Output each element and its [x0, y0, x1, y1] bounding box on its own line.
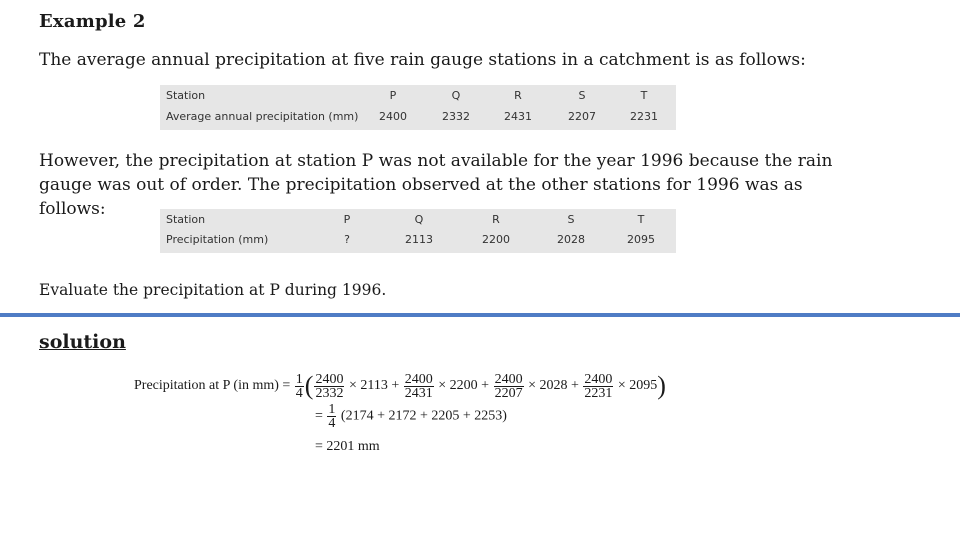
average-precipitation-table: [160, 85, 676, 130]
formula-line-2: [315, 403, 507, 435]
fraction-numerator: 2400: [315, 371, 344, 387]
times-sign: ×: [528, 378, 536, 393]
fraction-numerator: 2400: [494, 371, 523, 387]
row-label: Average annual precipitation (mm): [166, 110, 359, 123]
fraction-numerator: 2400: [584, 371, 613, 387]
cell-r: 2200: [482, 233, 510, 246]
cell-q: 2332: [442, 110, 470, 123]
missing-data-paragraph: However, the precipitation at station P was not available for the year 1996 because the rain gauge was out of order. The precipitation observed at the other stations for 1996 was as follows:: [39, 151, 833, 219]
intro-text: The average annual precipitation at five rain gauge stations in a catchment is as follows:: [39, 50, 806, 70]
header-r: R: [492, 213, 500, 226]
fraction-denominator: 4: [295, 385, 303, 401]
table-row: [160, 107, 676, 127]
cell-t: 2095: [627, 233, 655, 246]
table-header-row: [160, 210, 676, 230]
cell-s: 2207: [568, 110, 596, 123]
header-s: S: [567, 213, 575, 226]
row-label: Precipitation (mm): [166, 233, 269, 246]
fraction-denominator: 4: [328, 416, 336, 431]
fraction-numerator: 2400: [404, 371, 433, 387]
sum-expression: (2174 + 2172 + 2205 + 2253): [340, 408, 507, 424]
term-multiplier: 2200: [449, 378, 478, 393]
header-station: Station: [166, 89, 206, 102]
cell-s: 2028: [557, 233, 585, 246]
open-paren: (: [304, 371, 314, 400]
times-sign: ×: [438, 378, 447, 393]
section-divider: [0, 313, 960, 317]
term-fraction: [404, 373, 434, 400]
cell-r: 2431: [504, 110, 532, 123]
formula-line-1: [134, 371, 666, 403]
formula-line-3: [315, 439, 380, 459]
fraction-denominator: 2332: [315, 385, 344, 401]
term-fraction: [583, 373, 613, 400]
term-multiplier: 2113: [360, 378, 388, 393]
times-sign: ×: [617, 378, 626, 393]
header-t: T: [640, 89, 648, 102]
precipitation-1996-table: [160, 209, 676, 253]
slide-title: Example 2: [39, 11, 146, 32]
formula-label: Precipitation at P (in mm) =: [134, 378, 291, 393]
question-text: Evaluate the precipitation at P during 1996.: [39, 281, 387, 299]
header-r: R: [514, 89, 522, 102]
fraction-denominator: 2207: [494, 385, 523, 401]
term-multiplier: 2095: [629, 378, 658, 393]
close-paren: ): [657, 371, 666, 400]
table-header-row: [160, 86, 676, 106]
formula-result: = 2201 mm: [315, 439, 380, 454]
header-station: Station: [166, 213, 206, 226]
plus-sign: +: [570, 378, 579, 393]
cell-t: 2231: [630, 110, 658, 123]
cell-q: 2113: [405, 233, 433, 246]
times-sign: ×: [348, 378, 357, 393]
term-fraction: [314, 373, 344, 400]
term-multiplier: 2028: [539, 378, 568, 393]
header-q: Q: [451, 89, 461, 102]
header-p: P: [343, 213, 351, 226]
header-s: S: [578, 89, 586, 102]
quarter-fraction: [327, 403, 336, 430]
header-t: T: [637, 213, 645, 226]
equals-sign: =: [315, 408, 323, 424]
fraction-denominator: 2231: [584, 385, 613, 401]
fraction-denominator: 2431: [404, 385, 433, 401]
quarter-fraction: [295, 373, 304, 400]
term-fraction: [494, 373, 524, 400]
table-row: [160, 230, 676, 250]
cell-p: ?: [344, 233, 350, 246]
plus-sign: +: [481, 378, 490, 393]
cell-p: 2400: [379, 110, 407, 123]
header-q: Q: [414, 213, 424, 226]
header-p: P: [389, 89, 397, 102]
fraction-numerator: 1: [328, 402, 336, 417]
solution-heading: solution: [39, 331, 126, 353]
plus-sign: +: [391, 378, 400, 393]
fraction-numerator: 1: [295, 371, 303, 387]
